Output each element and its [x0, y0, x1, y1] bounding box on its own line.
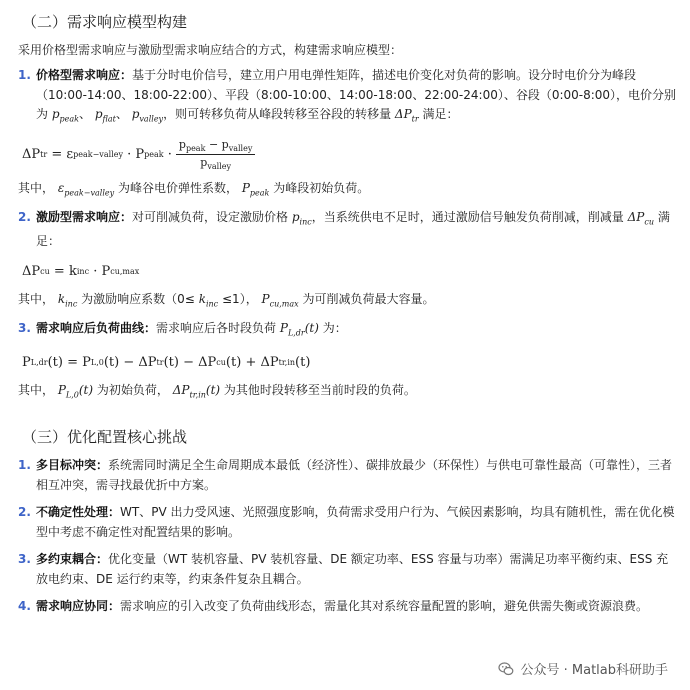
item-text: ，当系统供电不足时，通过激励信号触发负荷削减，削减量 — [311, 210, 624, 225]
item-text: 优化变量（WT 装机容量、PV 装机容量、DE 额定功率、ESS 容量与功率）需满足功率平衡约束、ESS 充放电约束、DE 运行约束等，约束条件复杂且耦合。 — [36, 552, 669, 586]
list-item — [18, 550, 680, 589]
list-number: 2. — [18, 505, 31, 520]
list-number: 3. — [18, 552, 31, 567]
section-2-intro: 采用价格型需求响应与激励型需求响应结合的方式，构建需求响应模型： — [18, 43, 403, 57]
list-number: 2. — [18, 210, 31, 225]
list-item — [18, 456, 680, 495]
math-p-l-dr: $P_{L,dr}(t)$ — [279, 321, 319, 338]
item-text: 需求响应的引入改变了负荷曲线形态，需量化其对系统容量配置的影响，避免供需失衡或资源浪费。 — [120, 599, 649, 614]
item-text: 系统需同时满足全生命周期成本最低（经济性）、碳排放最少（环保性）与供电可靠性最高（可靠性），三者相互冲突，需寻找最优折中方案。 — [36, 458, 673, 492]
formula-price-dr: ΔP tr = ε peak−valley · P peak · $\frac{p_{peak} - p_{valley}}{p_{valley}}$ — [22, 135, 680, 175]
formula-note-3: 其中， $P_{L,0}(t)$ 为初始负荷， $\Delta P_{tr,in}(t)$ 为其他时段转移至当前时段的负荷。 — [18, 382, 416, 400]
list-number: 4. — [18, 599, 31, 614]
list-number: 3. — [18, 321, 31, 336]
formula-incentive-dr: ΔP cu = k inc · P cu,max — [22, 264, 140, 280]
separator: 、 — [79, 107, 92, 121]
list-number: 1. — [18, 68, 31, 82]
math-p-valley: $p_{valley}$ — [131, 107, 164, 124]
list-item-load-curve — [18, 319, 680, 343]
watermark-text: 公众号 · Matlab科研助手 — [520, 663, 668, 678]
fraction: $\frac{p_{peak} - p_{valley}}{p_{valley}}$ — [176, 138, 255, 171]
math-p-flat: $p_{flat}$ — [94, 107, 116, 124]
math-p-inc: $p_{inc}$ — [291, 210, 312, 227]
item-label: 需求响应后负荷曲线： — [36, 321, 157, 336]
list-number: 1. — [18, 458, 31, 473]
item-text: ，则可转移负荷从峰段转移至谷段的转移量 — [163, 107, 392, 121]
list-item-price-dr — [18, 66, 680, 129]
item-label: 多约束耦合： — [36, 552, 109, 567]
section-3-title: （三）优化配置核心挑战 — [22, 428, 188, 447]
item-text: 为： — [322, 321, 347, 336]
watermark — [498, 659, 668, 678]
item-label: 激励型需求响应： — [36, 210, 133, 225]
item-text: 基于分时电价信号，建立用户用电弹性矩阵，描述电价变化对负荷的影响。设分时电价分为峰段（10:00-14:00、18:00-22:00）、平段（8:00-10:00、14:00-18:00、22:00-24:00）、谷段（0:00-8:00），电价分别为 — [36, 68, 677, 121]
formula-load-curve: P L,dr (t) = P L,0 (t) − ΔP tr (t) − ΔP cu (t) + ΔP tr,in (t) — [22, 355, 311, 371]
formula-note-1: 其中， $\varepsilon_{peak-valley}$ 为峰谷电价弹性系数， $P_{peak}$ 为峰段初始负荷。 — [18, 180, 370, 198]
challenge-list — [18, 456, 680, 617]
separator: 、 — [115, 107, 128, 121]
formula-note-2: 其中， $k_{inc}$ 为激励响应系数$(0\le k_{inc} \le 1)$， $P_{cu,max}$ 为可削减负荷最大容量。 — [18, 291, 435, 309]
wechat-icon — [498, 661, 514, 677]
math-p-peak: $p_{peak}$ — [51, 107, 80, 124]
item-text: 满足： — [36, 210, 670, 249]
item-label: 需求响应协同： — [36, 599, 121, 614]
list-item — [18, 597, 680, 617]
item-text: WT、PV 出力受风速、光照强度影响，负荷需求受用户行为、气候因素影响，均具有随机性，需在优化模型中考虑不确定性对配置结果的影响。 — [36, 505, 675, 539]
item-label: 不确定性处理： — [36, 505, 121, 520]
list-item-incentive-dr — [18, 208, 680, 251]
item-label: 多目标冲突： — [36, 458, 109, 473]
math-delta-p-tr: $\Delta P_{tr}$ — [394, 107, 419, 124]
section-2-title: （二）需求响应模型构建 — [22, 13, 188, 31]
list-item — [18, 503, 680, 542]
math-delta-p-cu: $\Delta P_{cu}$ — [627, 210, 654, 227]
item-text: 需求响应后各时段负荷 — [156, 321, 277, 336]
item-text: 对可削减负荷，设定激励价格 — [132, 210, 289, 225]
item-text: 满足： — [422, 107, 459, 121]
item-label: 价格型需求响应： — [36, 68, 133, 82]
